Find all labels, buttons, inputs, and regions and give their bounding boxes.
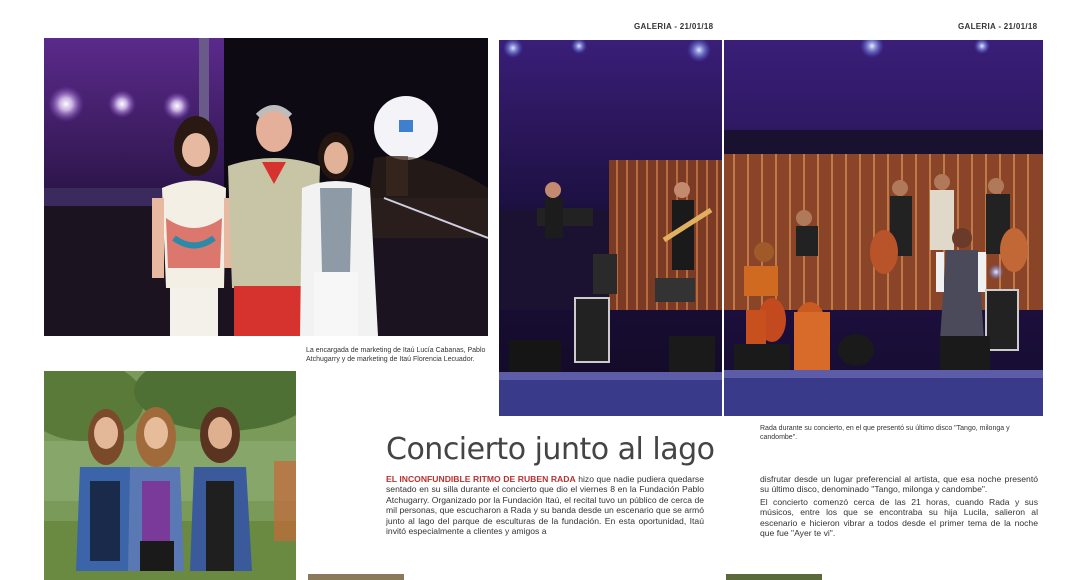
photo-bottom-strip-1 <box>308 574 404 580</box>
page-header-right: GALERIA - 21/01/18 <box>958 22 1038 31</box>
article-title: Concierto junto al lago <box>386 432 715 467</box>
photo-stage-rada <box>724 40 1043 416</box>
article-lead: EL INCONFUNDIBLE RITMO DE RUBEN RADA <box>386 474 576 484</box>
photo-young-women <box>44 371 296 580</box>
article-text-col2: disfrutar desde un lugar preferencial al artista, que esa noche presentó su último disco, denominado "Tango, milonga y candombe". <box>760 474 1038 495</box>
photo-event-guests <box>44 38 488 336</box>
caption-photo-stage: Rada durante su concierto, en el que presentó su último disco "Tango, milonga y candombe". <box>760 425 1010 441</box>
article-body-col2 <box>760 474 1038 538</box>
photo-bottom-strip-2 <box>726 574 822 580</box>
photo-stage-band <box>499 40 722 416</box>
article-text-col1: hizo que nadie pudiera quedarse sentado en su silla durante el concierto que dio el viernes 8 en la Fundación Pablo Atchugarry. Organizado por la Fundación Itaú, el recital tuvo un público de cerca de mil personas, que escucharon a Rada y su banda desde un escenario que se armó junto al lago del parque de esculturas de la fundación. En esta oportunidad, Itaú invitó especialmente a clientes y amigos a <box>386 474 705 537</box>
article-text-col2b: El concierto comenzó cerca de las 21 horas, cuando Rada y sus músicos, entre los que se encontraba su hija Lucila, salieron al escenario e hicieron vibrar a todos desde el primer tema de la noche que fue "Ayer te vi". <box>760 496 1038 539</box>
caption-photo-guests: La encargada de marketing de Itaú Lucía Cabanas, Pablo Atchugarry y de marketing de Itaú Florencia Lecuador. <box>306 347 486 363</box>
article-body-col1 <box>386 474 704 536</box>
page-header-left: GALERIA - 21/01/18 <box>634 22 714 31</box>
